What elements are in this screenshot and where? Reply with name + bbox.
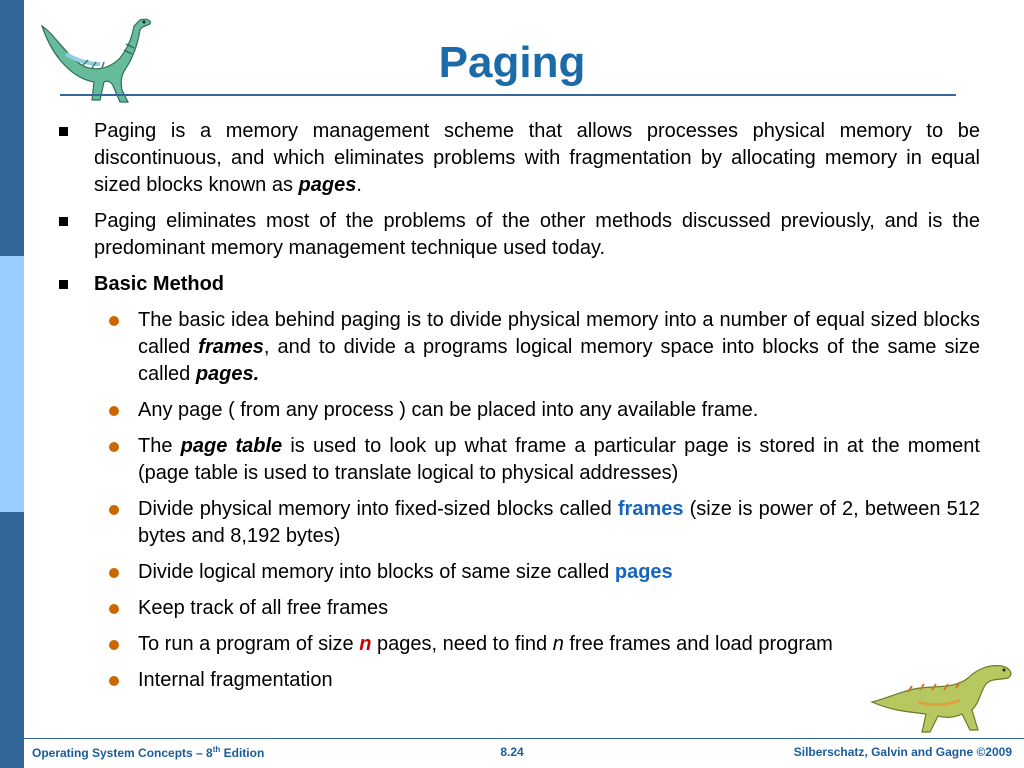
round-bullet-icon [109, 442, 119, 452]
sub-bullet-basic-idea: The basic idea behind paging is to divide physical memory into a number of equal sized blocks called frames, and to divide a programs logical memory space into blocks of the same size called pages. [101, 307, 980, 388]
footer-rule [24, 738, 1024, 739]
sub-bullet-run-program: To run a program of size n pages, need to find n free frames and load program [101, 631, 980, 658]
footer-page-number: 8.24 [500, 745, 524, 759]
round-bullet-icon [109, 604, 119, 614]
title-underline [60, 94, 956, 96]
term-n-highlight: n [359, 633, 372, 655]
term-pages-highlight: pages [614, 561, 673, 583]
sidebar-segment-bottom [0, 512, 24, 768]
slide-title: Paging [438, 38, 586, 87]
bullet-basic-method: Basic Method [56, 271, 980, 298]
slide-content [56, 118, 980, 703]
term-frames-highlight: frames [617, 498, 684, 520]
sidebar-segment-middle [0, 256, 24, 512]
round-bullet-icon [109, 568, 119, 578]
term-pages: pages. [195, 363, 260, 385]
square-bullet-icon [59, 127, 68, 136]
sub-bullet-divide-physical: Divide physical memory into fixed-sized blocks called frames (size is power of 2, between 512 bytes and 8,192 bytes) [101, 496, 980, 550]
sub-bullet-free-frames: Keep track of all free frames [101, 595, 980, 622]
round-bullet-icon [109, 505, 119, 515]
round-bullet-icon [109, 406, 119, 416]
term-pages: pages [298, 174, 357, 196]
round-bullet-icon [109, 316, 119, 326]
sub-bullet-page-table: The page table is used to look up what frame a particular page is stored in at the moment (page table is used to translate logical to physical addresses) [101, 433, 980, 487]
term-page-table: page table [180, 435, 283, 457]
square-bullet-icon [59, 217, 68, 226]
sub-bullet-internal-fragmentation: Internal fragmentation [101, 667, 980, 694]
term-n: n [552, 633, 564, 655]
footer-copyright: Silberschatz, Galvin and Gagne ©2009 [793, 745, 1012, 759]
dinosaur-logo-bottom-icon [868, 658, 1018, 738]
sub-bullet-any-page: Any page ( from any process ) can be placed into any available frame. [101, 397, 980, 424]
term-frames: frames [198, 336, 264, 358]
bullet-paging-definition: Paging is a memory management scheme that allows processes physical memory to be discontinuous, and which eliminates problems with fragmentation by allocating memory in equal sized blocks known as pages. [56, 118, 980, 199]
round-bullet-icon [109, 676, 119, 686]
square-bullet-icon [59, 280, 68, 289]
footer-book-title: Operating System Concepts – 8th Edition [32, 745, 265, 760]
bullet-paging-eliminates: Paging eliminates most of the problems of the other methods discussed previously, and is the predominant memory management technique used today. [56, 208, 980, 262]
sub-bullet-divide-logical: Divide logical memory into blocks of same size called pages [101, 559, 980, 586]
round-bullet-icon [109, 640, 119, 650]
